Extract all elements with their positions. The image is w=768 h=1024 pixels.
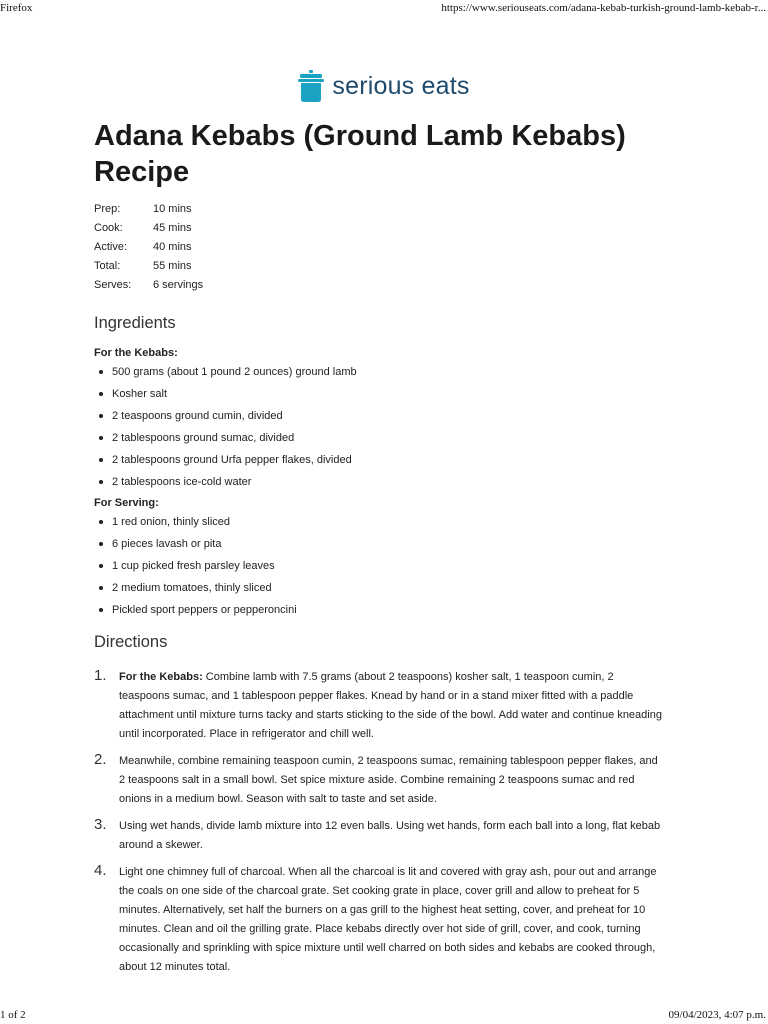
page-count: 1 of 2 (0, 1009, 26, 1021)
meta-label: Cook: (94, 222, 123, 234)
ingredient-item: 2 tablespoons ice-cold water (94, 475, 694, 489)
step-number: 1. (94, 667, 107, 684)
meta-label: Prep: (94, 203, 121, 215)
print-footer (0, 1006, 768, 1024)
print-header-left: Firefox (0, 2, 33, 14)
directions-heading: Directions (94, 633, 168, 651)
print-header (0, 0, 768, 18)
direction-steps (94, 668, 694, 977)
step-text: Light one chimney full of charcoal. When all the charcoal is lit and covered with gray ash, pour out and arrange the coals on one side of the charcoal grate. Set cooking grate in place, cover grill and allow to preheat for 5 minutes. Alternatively, set half the burners on a gas grill to the highest heat setting, cover, and preheat for 10 minutes. Clean and oil the grilling grate. Place kebabs directly over hot side of grill, cover, and cook, turning occasionally and sprinkling with spice mixture until well charred on both sides and kebabs are cooked through, about 12 minutes total. (119, 866, 657, 973)
ingredient-item: Pickled sport peppers or pepperoncini (94, 603, 694, 617)
meta-value: 6 servings (153, 279, 204, 291)
direction-step (94, 863, 664, 977)
meta-row-serves (94, 276, 694, 295)
ingredient-item: Kosher salt (94, 387, 694, 401)
meta-value: 55 mins (153, 260, 192, 272)
meta-row-cook (94, 219, 694, 238)
step-number: 2. (94, 751, 107, 768)
ingredient-item: 1 red onion, thinly sliced (94, 515, 694, 529)
meta-row-active (94, 238, 694, 257)
meta-row-prep (94, 200, 694, 219)
direction-step (94, 668, 664, 744)
ingredient-item: 500 grams (about 1 pound 2 ounces) ground lamb (94, 365, 694, 379)
pot-icon (298, 70, 324, 102)
step-text: Meanwhile, combine remaining teaspoon cumin, 2 teaspoons sumac, remaining tablespoon pepper flakes, and 2 teaspoons salt in a small bowl. Set spice mixture aside. Combine remaining 2 teaspoons sumac and red onions in a medium bowl. Season with salt to taste and set aside. (119, 755, 658, 805)
step-number: 3. (94, 816, 107, 833)
print-timestamp: 09/04/2023, 4:07 p.m. (668, 1009, 766, 1021)
ingredients-heading: Ingredients (94, 314, 176, 332)
ingredient-list-kebabs (94, 365, 694, 489)
ingredient-item: 2 tablespoons ground Urfa pepper flakes, divided (94, 453, 694, 467)
meta-value: 10 mins (153, 203, 192, 215)
ingredient-item: 6 pieces lavash or pita (94, 537, 694, 551)
meta-label: Total: (94, 260, 121, 272)
meta-row-total (94, 257, 694, 276)
ingredient-item: 2 teaspoons ground cumin, divided (94, 409, 694, 423)
step-text: Combine lamb with 7.5 grams (about 2 teaspoons) kosher salt, 1 teaspoon cumin, 2 teaspoons sumac, and 1 tablespoon pepper flakes. Knead by hand or in a stand mixer fitted with a paddle attachment until mixture turns tacky and starts sticking to the side of the bowl. Add water and continue kneading until incorporated. Place in refrigerator and chill well. (119, 671, 662, 740)
step-number: 4. (94, 862, 107, 879)
recipe-title: Adana Kebabs (Ground Lamb Kebabs) Recipe (94, 120, 626, 188)
ingredient-item: 2 medium tomatoes, thinly sliced (94, 581, 694, 595)
ingredient-item: 2 tablespoons ground sumac, divided (94, 431, 694, 445)
print-header-url: https://www.seriouseats.com/adana-kebab-turkish-ground-lamb-kebab-r... (441, 2, 766, 14)
ingredient-list-serving (94, 515, 694, 617)
step-text: Using wet hands, divide lamb mixture into 12 even balls. Using wet hands, form each ball into a long, flat kebab around a skewer. (119, 820, 661, 851)
recipe-content (94, 118, 694, 985)
recipe-meta (94, 200, 694, 295)
direction-step (94, 752, 664, 809)
meta-value: 40 mins (153, 241, 192, 253)
meta-label: Active: (94, 241, 128, 253)
meta-label: Serves: (94, 279, 132, 291)
ingredient-group-title: For Serving: (94, 497, 159, 509)
logo-text: serious eats (332, 71, 470, 100)
ingredient-item: 1 cup picked fresh parsley leaves (94, 559, 694, 573)
meta-value: 45 mins (153, 222, 192, 234)
step-lead: For the Kebabs: (119, 671, 203, 683)
ingredient-group-title: For the Kebabs: (94, 347, 178, 359)
direction-step (94, 817, 664, 855)
site-logo[interactable] (0, 70, 768, 102)
